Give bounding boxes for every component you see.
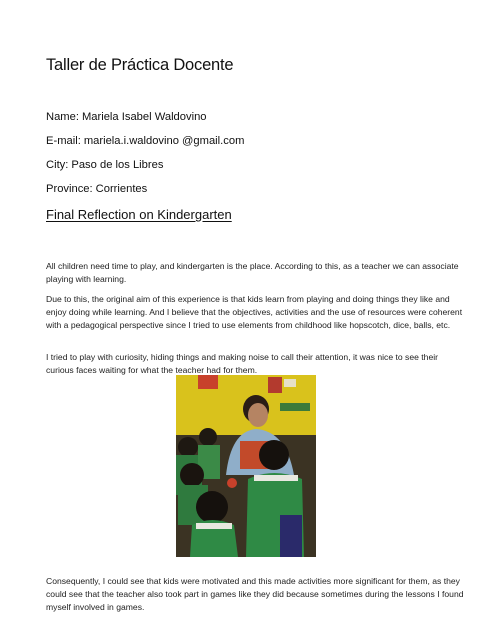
teacher-face <box>248 403 268 427</box>
name-value: Mariela Isabel Waldovino <box>81 111 207 123</box>
child-head <box>199 428 217 446</box>
document-title: Taller de Práctica Docente <box>46 56 234 74</box>
name-label: Name: <box>46 111 79 123</box>
city-label: City: <box>46 159 69 171</box>
author-province-line <box>46 183 147 195</box>
wall-shelf <box>280 403 310 411</box>
wall-poster <box>198 375 218 389</box>
toy <box>227 478 237 488</box>
classroom-photo-illustration <box>176 375 316 557</box>
province-label: Province: <box>46 183 93 195</box>
paragraph-conclusion: Consequently, I could see that kids were motivated and this made activities more significant for them, as they could see that the teacher also took part in games like they did because sometimes during the lessons I found myself involved in games. <box>46 575 464 613</box>
paragraph-intro: All children need time to play, and kindergarten is the place. According to this, as a teacher we can associate playing with learning. <box>46 260 459 284</box>
child-collar <box>254 475 298 481</box>
author-city-line <box>46 159 163 171</box>
email-label: E-mail: <box>46 135 81 147</box>
section-heading: Final Reflection on Kindergarten <box>46 207 232 222</box>
paragraph-curiosity: I tried to play with curiosity, hiding things and making noise to call their attention, it was nice to see their curious faces waiting for what the teacher had for them. <box>46 351 439 375</box>
child-head <box>180 463 204 487</box>
child-collar <box>196 523 232 529</box>
city-value: Paso de los Libres <box>71 159 164 171</box>
province-value: Corrientes <box>95 183 148 195</box>
wall-poster <box>268 377 282 393</box>
child-head <box>196 491 228 523</box>
classroom-photo <box>176 375 316 557</box>
wall-poster <box>284 379 296 387</box>
paragraph-aim: Due to this, the original aim of this experience is that kids learn from playing and doing things they like and enjoy doing while learning. And I believe that the objectives, activities and the use of resources were coherent with a pedagogical perspective since I tried to use elements from childhood like hopscotch, dice, balls, etc. <box>46 293 463 331</box>
author-email-line <box>46 135 244 147</box>
email-value: mariela.i.waldovino @gmail.com <box>83 135 245 147</box>
author-name-line <box>46 111 207 123</box>
child-head <box>178 437 198 457</box>
child-shorts <box>280 515 302 557</box>
child-head <box>259 440 289 470</box>
